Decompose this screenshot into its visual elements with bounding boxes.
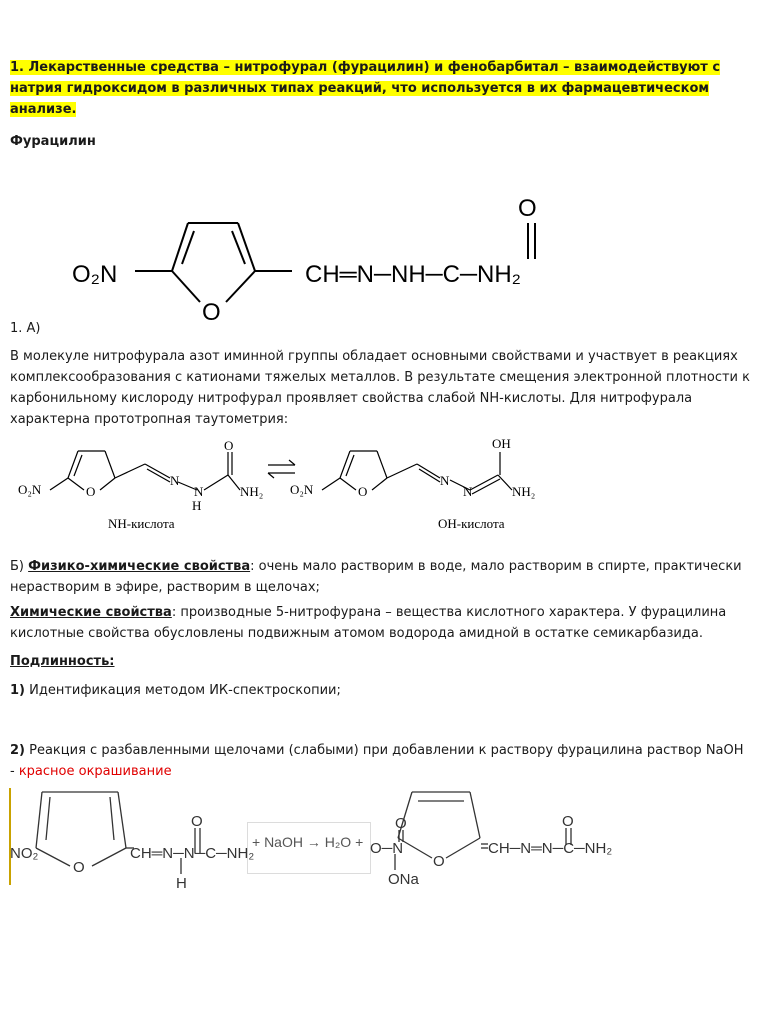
left-nh2: NH₂: [240, 484, 264, 499]
ring-oxygen-label: O: [202, 299, 221, 326]
furacilin-heading: Фурацилин: [10, 134, 96, 149]
chain-label: CH═N─NH─C─NH₂: [305, 261, 521, 288]
identification-2-number: 2): [10, 743, 25, 758]
rx-right-ona: ONa: [388, 871, 419, 888]
left-o2n-label: O₂N: [18, 482, 42, 497]
red-color-text: красное окрашивание: [18, 764, 172, 779]
chem-props-title: Химические свойства: [10, 605, 172, 620]
identification-1-text: Идентификация методом ИК-спектроскопии;: [25, 683, 341, 698]
question-text: Лекарственные средства – нитрофурал (фурацилин) и фенобарбитал – взаимодействуют с натрия гидроксидом в различных типах реакций, что используется в их фармацевтическом анализе.: [10, 60, 721, 117]
rx-left-carbonyl-o: O: [191, 813, 203, 830]
rx-right-ring-o: O: [433, 853, 445, 870]
rx-left-h: H: [176, 875, 187, 892]
physchem-prefix: Б): [10, 559, 29, 574]
identification-1-number: 1): [10, 683, 25, 698]
identification-1: [10, 680, 750, 701]
left-ring-oxygen: O: [86, 484, 96, 499]
left-n-imine: N: [170, 473, 180, 488]
question-number: 1.: [10, 60, 24, 75]
right-oh: OH: [492, 436, 511, 451]
right-ring-oxygen: O: [358, 484, 368, 499]
physchem-paragraph: [10, 556, 750, 598]
right-n-2: N: [463, 484, 473, 499]
left-carbonyl-o: O: [224, 438, 234, 453]
identification-2: [10, 740, 750, 782]
physchem-title: Физико-химические свойства: [28, 559, 251, 574]
rx-left-chain: CH═N─N─C─NH₂: [130, 845, 255, 862]
rx-right-chain: CH─N═N─C─NH₂: [488, 840, 613, 857]
carbonyl-oxygen-label: O: [518, 195, 537, 222]
question-heading: [10, 57, 750, 120]
oh-acid-caption: OH-кислота: [438, 516, 505, 531]
rx-left-no2: NO₂: [10, 845, 39, 862]
identification-2-text: Реакция с разбавленными щелочами (слабыми) при добавлении к раствору фурацилина раствор NaOH -: [10, 743, 744, 779]
chem-props-text: : производные 5-нитрофурана – вещества кислотного характера. У фурацилина кислотные свойства обусловлены подвижным атомом водорода амидной в остатке семикарбазида.: [10, 605, 727, 641]
reaction-box-text: + NaOH → H₂O +: [252, 834, 364, 850]
nh-acid-caption: NH-кислота: [108, 516, 175, 531]
rx-right-carbonyl-o: O: [562, 813, 574, 830]
rx-left-ring-o: O: [73, 859, 85, 876]
chem-props-paragraph: [10, 602, 750, 644]
right-nh2: NH₂: [512, 484, 536, 499]
paragraph-a: В молекуле нитрофурала азот иминной группы обладает основными свойствами и участвует в реакциях комплексообразования с катионами тяжелых металлов. В результате смещения электронной плотности к карбонильному кислороду нитрофурал проявляет свойства слабой NH-кислоты. Для нитрофурала характерна прототропная таутометрия:: [10, 349, 750, 427]
right-o2n-label: O₂N: [290, 482, 314, 497]
left-h: H: [192, 498, 202, 513]
rx-right-n-oxide-o: O: [395, 815, 407, 832]
section-a-label: 1. А): [10, 321, 41, 336]
left-n-amide: N: [194, 484, 204, 499]
right-n-imine: N: [440, 473, 450, 488]
o2n-label: O₂N: [72, 261, 118, 288]
authenticity-heading: Подлинность:: [10, 654, 115, 669]
physchem-text: : очень мало растворим в воде, мало растворим в спирте, практически нерастворим в эфире, растворим в щелочах;: [10, 559, 742, 595]
rx-right-o-n: O─N: [370, 840, 404, 857]
